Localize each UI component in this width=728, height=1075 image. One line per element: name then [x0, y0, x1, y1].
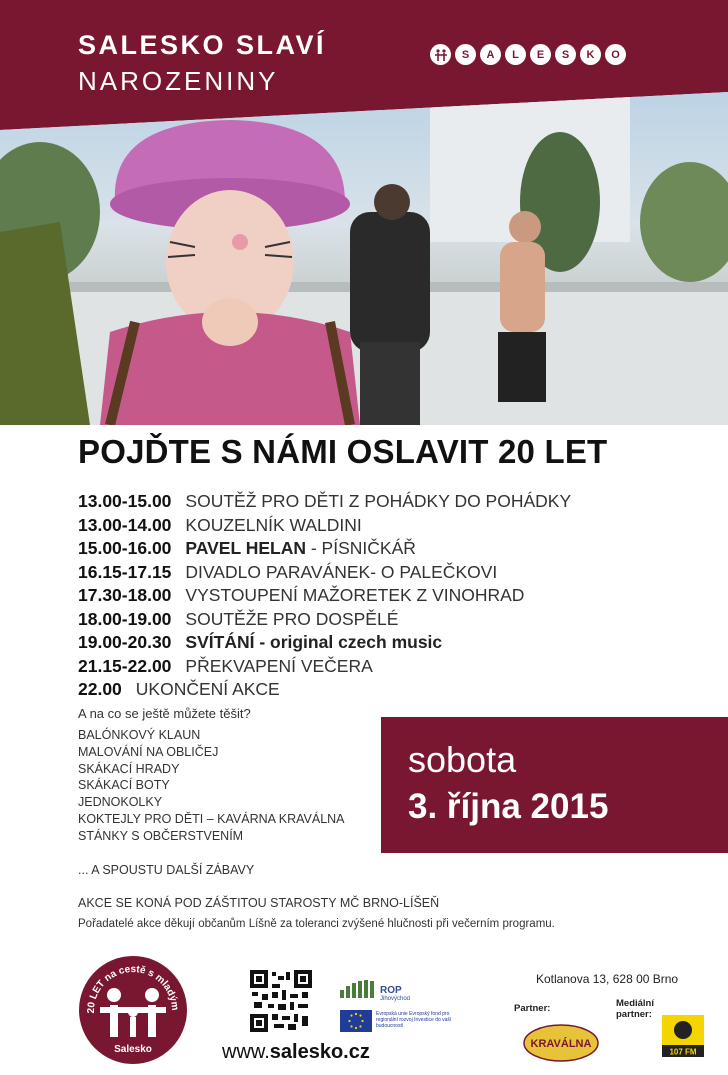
extras-item: SKÁKACÍ HRADY [78, 761, 180, 776]
schedule-text: SOUTĚŽ PRO DĚTI Z POHÁDKY DO POHÁDKY [185, 491, 572, 511]
event-day: sobota [408, 739, 517, 780]
radio-text: 107 FM [669, 1047, 697, 1057]
schedule-time: 15.00-16.00 [78, 538, 172, 558]
kravalna-text: KRAVÁLNA [530, 1038, 592, 1050]
schedule-row [78, 631, 571, 655]
media-label-line: Mediální [616, 998, 655, 1009]
extras-list [78, 727, 345, 845]
hero-photo [0, 92, 728, 425]
schedule-row [78, 655, 571, 679]
schedule-row [78, 514, 571, 538]
schedule-row [78, 584, 571, 608]
salesko-logo [430, 44, 626, 65]
schedule-text: UKONČENÍ AKCE [135, 679, 280, 699]
logo-letter: A [480, 44, 501, 65]
website-prefix: www. [222, 1041, 270, 1063]
website-domain: salesko.cz [269, 1041, 370, 1063]
extras-item: KOKTEJLY PRO DĚTI – KAVÁRNA KRAVÁLNA [78, 811, 345, 826]
logo-letter: K [580, 44, 601, 65]
eu-logo [340, 1010, 460, 1032]
logo-letter: S [455, 44, 476, 65]
schedule-row [78, 608, 571, 632]
more-fun-text: ... A SPOUSTU DALŠÍ ZÁBAVY [78, 863, 255, 877]
schedule-row [78, 490, 571, 514]
rop-sub: Jihovýchod [380, 996, 411, 1002]
anniversary-badge [78, 955, 188, 1065]
rop-title: ROP [380, 985, 402, 996]
schedule-time: 13.00-15.00 [78, 491, 172, 511]
schedule-row [78, 678, 571, 702]
event-date: 3. října 2015 [408, 787, 609, 826]
schedule-text: - PÍSNIČKÁŘ [306, 538, 416, 558]
address: Kotlanova 13, 628 00 Brno [536, 972, 679, 986]
eu-flag-icon [340, 1010, 372, 1032]
header-title: SALESKO SLAVÍ [78, 30, 327, 60]
extras-heading: A na co se ještě můžete těšit? [78, 706, 251, 721]
schedule-text: PŘEKVAPENÍ VEČERA [185, 655, 373, 676]
extras-item: SKÁKACÍ BOTY [78, 778, 170, 793]
schedule-bold: PAVEL HELAN [185, 538, 306, 558]
schedule-text: VYSTOUPENÍ MAŽORETEK Z VINOHRAD [185, 585, 525, 605]
schedule-list [78, 490, 571, 702]
schedule-row [78, 537, 571, 561]
extras-item: STÁNKY S OBČERSTVENÍM [78, 828, 244, 843]
eu-text: Evropská unie Evropský fond pro regionální rozvoj Investice do vaší budoucnosti [376, 1011, 452, 1029]
patron-text: AKCE SE KONÁ POD ZÁŠTITOU STAROSTY MČ BRNO-LÍŠEŇ [78, 896, 440, 910]
logo-letter: E [530, 44, 551, 65]
media-partner-label [616, 998, 654, 1020]
schedule-time: 21.15-22.00 [78, 655, 172, 676]
header-subtitle: NAROZENINY [78, 66, 279, 96]
schedule-bold: SVÍTÁNÍ - original czech music [185, 632, 443, 652]
extras-item: BALÓNKOVÝ KLAUN [78, 728, 201, 742]
schedule-time: 18.00-19.00 [78, 608, 172, 629]
badge-top-text: 20 LET na cestě s mladým [85, 963, 181, 1014]
logo-people-icon [430, 44, 451, 65]
thanks-text: Pořadatelé akce děkují občanům Líšně za toleranci zvýšené hlučnosti při večerním programu. [78, 918, 555, 930]
radio-logo [662, 1015, 704, 1057]
extras-item: JEDNOKOLKY [78, 795, 163, 810]
schedule-time: 17.30-18.00 [78, 585, 172, 605]
schedule-time: 13.00-14.00 [78, 514, 172, 535]
main-title: POJĎTE S NÁMI OSLAVIT 20 LET [78, 433, 608, 470]
logo-letter: O [605, 44, 626, 65]
badge-bottom-text: Salesko [114, 1044, 152, 1055]
website-link[interactable] [222, 1041, 370, 1064]
rop-label [380, 985, 410, 1002]
logo-letter: S [555, 44, 576, 65]
kravalna-logo [523, 1024, 599, 1062]
media-label-line: partner: [616, 1009, 652, 1020]
schedule-time: 16.15-17.15 [78, 561, 172, 582]
schedule-text: DIVADLO PARAVÁNEK- O PALEČKOVI [185, 561, 498, 582]
qr-code-icon [250, 970, 312, 1032]
date-box [381, 717, 728, 853]
schedule-text: KOUZELNÍK WALDINI [185, 514, 362, 535]
schedule-time: 22.00 [78, 679, 122, 699]
schedule-time: 19.00-20.30 [78, 632, 172, 652]
partner-label: Partner: [514, 1003, 551, 1014]
schedule-text: SOUTĚŽE PRO DOSPĚLÉ [185, 608, 399, 629]
schedule-row [78, 561, 571, 585]
logo-letter: L [505, 44, 526, 65]
extras-item: MALOVÁNÍ NA OBLIČEJ [78, 744, 219, 759]
